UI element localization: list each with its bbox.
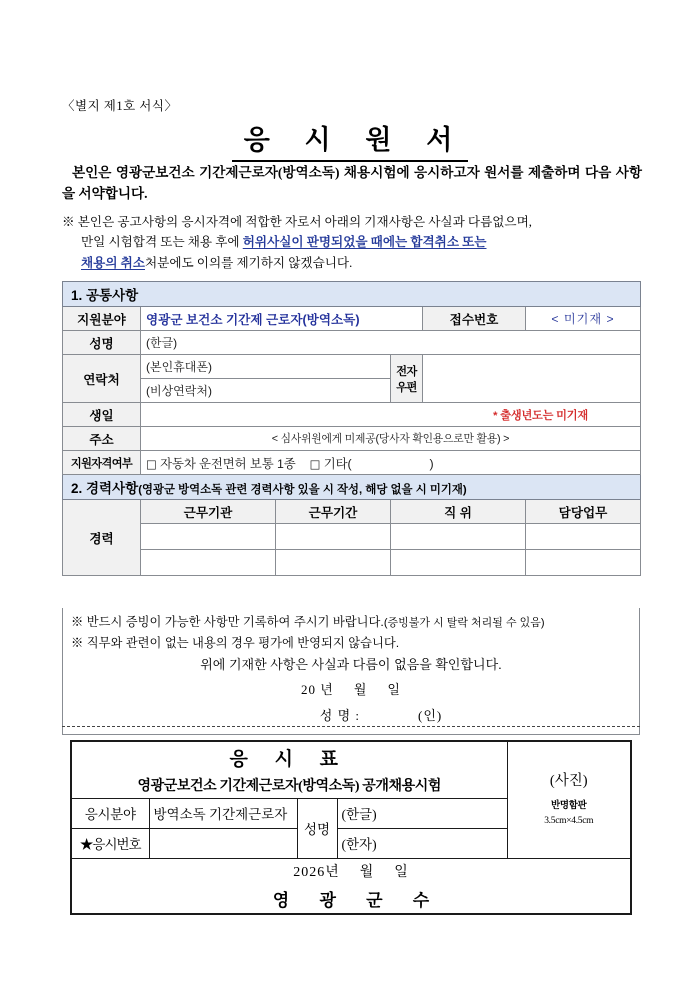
note-line-2: ※ 직무와 관련이 없는 내용의 경우 평가에 반영되지 않습니다.: [71, 635, 400, 650]
page-title: [0, 118, 700, 162]
career-entry-row: [63, 550, 641, 576]
email-label-line2: 우편: [396, 381, 417, 394]
signature-line: [71, 701, 631, 727]
table-row-qualification: [63, 451, 641, 475]
section2-heading-sub: (영광군 방역소독 관련 경력사항 있을 시 작성, 해당 없을 시 미기재): [138, 484, 467, 496]
intro-text: 본인은 영광군보건소 기간제근로자(방역소독) 채용시험에 응시하고자 원서를 제출하며 다음 사항을 서약합니다.: [62, 165, 642, 202]
career-organization-input[interactable]: [141, 524, 276, 550]
section2-header-row: [63, 475, 641, 500]
notes-block: [62, 608, 640, 735]
ticket-number-input[interactable]: [149, 828, 297, 858]
photo-label: (사진): [549, 773, 588, 790]
field-label: 지원분야: [63, 307, 141, 331]
ticket-field-value: 방역소독 기간제근로자: [149, 798, 297, 828]
ticket-footer-date: [76, 861, 626, 881]
career-period-input[interactable]: [276, 550, 391, 576]
qualification-label: 지원자격여부: [63, 451, 141, 475]
table-row-address: [63, 427, 641, 451]
section1-header-row: [63, 282, 641, 307]
intro-paragraph: [62, 162, 642, 204]
ticket-footer-year: 2026년: [293, 864, 340, 880]
photo-box: [507, 741, 631, 858]
note-line-1: [71, 612, 631, 633]
signature-label: 성 명 :: [319, 707, 360, 723]
checkbox-other[interactable]: □: [309, 456, 321, 471]
ticket-footer-row: [71, 858, 631, 914]
date-year-value[interactable]: 20: [301, 682, 317, 698]
notice-line-1: [62, 212, 642, 232]
career-col-duty: 담당업무: [526, 500, 641, 524]
career-label: 경력: [63, 500, 141, 576]
date-year-unit: 년: [320, 682, 334, 698]
qualification-option-2-close: ): [429, 456, 434, 471]
email-label: [391, 355, 423, 403]
career-col-organization: 근무기관: [141, 500, 276, 524]
section2-heading-bold: 2. 경력사항: [71, 481, 139, 496]
birth-label: 생일: [63, 403, 141, 427]
ticket-name-hanja-input[interactable]: (한자): [337, 828, 507, 858]
contact-emergency-input[interactable]: (비상연락처): [141, 379, 391, 403]
ticket-name-label: 성명: [297, 798, 337, 858]
field-value[interactable]: 영광군 보건소 기간제 근로자(방역소독): [141, 307, 423, 331]
career-duty-input[interactable]: [526, 550, 641, 576]
notice-highlight-1: 허위사실이 판명되었을 때에는 합격취소 또는: [242, 235, 487, 250]
table-row-name: [63, 331, 641, 355]
email-label-line1: 전자: [396, 365, 417, 378]
name-input[interactable]: (한글): [141, 331, 641, 355]
note-1-paren: (증빙불가 시 탈락 처리될 수 있음): [383, 617, 545, 629]
ticket-footer-authority: 영 광 군 수: [272, 890, 443, 910]
photo-note-size-name: 반명함판: [550, 800, 587, 811]
career-entry-row: [63, 524, 641, 550]
career-organization-input[interactable]: [141, 550, 276, 576]
notice-highlight-2: 채용의 취소: [81, 255, 145, 270]
ticket-number-label: ★응시번호: [71, 828, 149, 858]
date-line: [71, 676, 631, 701]
receipt-value[interactable]: < 미기재 >: [526, 307, 641, 331]
ticket-title: 응 시 표: [71, 741, 507, 773]
date-day-unit: 일: [387, 682, 401, 698]
career-position-input[interactable]: [391, 524, 526, 550]
receipt-label: 접수번호: [423, 307, 526, 331]
career-col-position: 직 위: [391, 500, 526, 524]
ticket-name-hangul-input[interactable]: (한글): [337, 798, 507, 828]
date-month-unit: 월: [353, 682, 368, 698]
table-row-birth: [63, 403, 641, 427]
ticket-footer: [71, 858, 631, 914]
notice-line-2: [62, 232, 642, 252]
application-table: [62, 281, 641, 576]
career-col-period: 근무기간: [276, 500, 391, 524]
qualification-option-2-label: 기타(: [323, 456, 352, 471]
cut-line-divider: [62, 726, 640, 727]
career-period-input[interactable]: [276, 524, 391, 550]
notice-line-2-text: 만일 시험합격 또는 채용 후에: [81, 235, 243, 250]
contact-mobile-input[interactable]: (본인휴대폰): [141, 355, 391, 379]
admission-ticket: [70, 740, 632, 915]
page-title-text: 응 시 원 서: [232, 118, 469, 162]
email-input[interactable]: [423, 355, 641, 403]
photo-note-dimensions: 3.5cm×4.5cm: [544, 815, 594, 826]
name-label: 성명: [63, 331, 141, 355]
notice-paragraph: [62, 212, 642, 273]
birth-note: * 출생년도는 미기재: [141, 403, 641, 427]
notice-line-3: [62, 253, 642, 273]
qualification-option-1-label: 자동차 운전면허 보통 1종: [160, 456, 296, 471]
ticket-footer-month: 월: [359, 864, 375, 880]
career-header-row: [63, 500, 641, 524]
career-duty-input[interactable]: [526, 524, 641, 550]
qualification-options: [141, 451, 641, 475]
section2-heading: [63, 475, 641, 500]
notice-line-3-text: 처분에도 이의를 제기하지 않겠습니다.: [144, 255, 353, 270]
ticket-title-row: [71, 741, 631, 773]
confirm-statement: 위에 기재한 사항은 사실과 다름이 없음을 확인합니다.: [200, 657, 502, 673]
seal-mark: (인): [418, 707, 443, 723]
table-row-field: [63, 307, 641, 331]
form-code: 〈별지 제1호 서식〉: [62, 99, 178, 113]
ticket-field-label: 응시분야: [71, 798, 149, 828]
address-note: < 심사위원에게 미제공(당사자 확인용으로만 활용) >: [141, 427, 641, 451]
career-position-input[interactable]: [391, 550, 526, 576]
notice-mark: ※: [62, 215, 75, 229]
address-label: 주소: [63, 427, 141, 451]
checkbox-driver-license[interactable]: □: [146, 456, 157, 471]
notice-line-1-text: 본인은 공고사항의 응시자격에 적합한 자로서 아래의 기재사항은 사실과 다름없으며,: [77, 215, 532, 229]
section1-heading: 1. 공통사항: [63, 282, 641, 307]
ticket-subtitle: 영광군보건소 기간제근로자(방역소독) 공개채용시험: [71, 773, 507, 798]
note-1-text: ※ 반드시 증빙이 가능한 사항만 기록하여 주시기 바랍니다.: [71, 615, 384, 629]
ticket-footer-day: 일: [394, 864, 409, 880]
contact-label: 연락처: [63, 355, 141, 403]
table-row-contact-mobile: [63, 355, 641, 379]
